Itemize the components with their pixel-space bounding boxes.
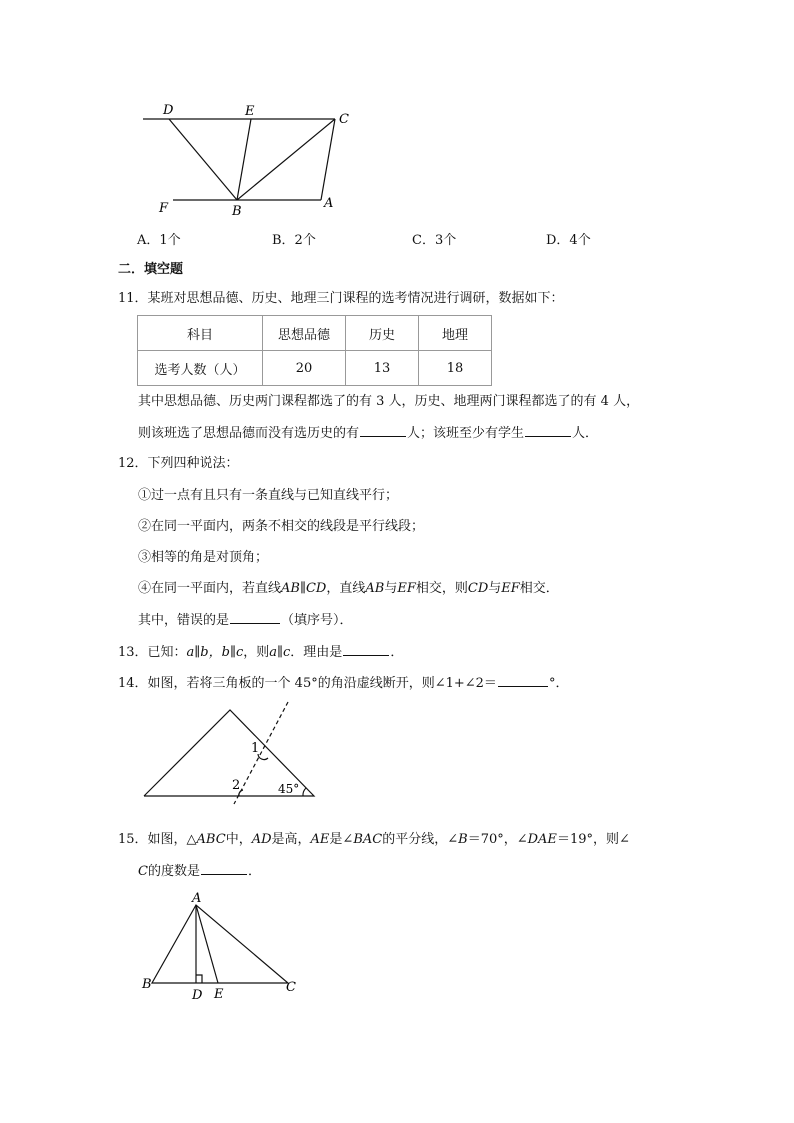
text: 其中，错误的是 — [138, 613, 230, 628]
answer-blank[interactable] — [230, 610, 280, 624]
table-row-label: 选考人数（人） — [138, 351, 263, 386]
label-B: B — [232, 204, 242, 219]
q11-line3-a: 则该班选了思想品德而没有选历史的有 — [138, 426, 360, 441]
math: BAC — [353, 832, 383, 847]
math: AD — [251, 832, 272, 847]
q11-line3 — [138, 423, 598, 444]
q11-line2: 其中思想品德、历史两门课程都选了的有 3 人，历史、地理两门课程都选了的有 4 人， — [138, 394, 640, 409]
math: EF — [501, 581, 520, 596]
q10-option-c: C．3个 — [412, 233, 457, 248]
q11-table — [137, 315, 492, 386]
label-B: B — [142, 977, 152, 992]
q13 — [118, 642, 403, 663]
q11-stem: 11．某班对思想品德、历史、地理三门课程的选考情况进行调研，数据如下： — [118, 291, 564, 306]
label-A: A — [324, 196, 334, 211]
math: a∥c — [269, 645, 291, 660]
text: 15．如图，△ — [118, 832, 197, 847]
table-row — [138, 351, 492, 386]
math: CD — [305, 581, 327, 596]
label-D: D — [163, 103, 174, 118]
math: AE — [310, 832, 330, 847]
text: ．理由是 — [290, 645, 343, 660]
q14-figure — [138, 700, 328, 805]
table-cell: 18 — [419, 351, 492, 386]
table-header-cell: 历史 — [346, 316, 419, 351]
math: AB — [365, 581, 385, 596]
table-row — [138, 316, 492, 351]
answer-blank[interactable] — [525, 423, 571, 437]
label-A: A — [192, 891, 202, 906]
label-E: E — [214, 987, 224, 1002]
text: ④在同一平面内，若直线 — [138, 581, 282, 596]
text: 与 — [384, 581, 398, 596]
q11-line3-b: 人；该班至少有学生 — [407, 426, 525, 441]
math: DAE — [527, 832, 557, 847]
q10-option-d: D．4个 — [546, 233, 591, 248]
math: EF — [397, 581, 416, 596]
label-E: E — [245, 104, 255, 119]
table-cell: 20 — [263, 351, 346, 386]
text: （填序号）． — [281, 613, 353, 628]
text: 13．已知： — [118, 645, 187, 660]
math: CD — [467, 581, 489, 596]
table-header-cell: 思想品德 — [263, 316, 346, 351]
q12-stem: 12．下列四种说法： — [118, 456, 239, 471]
answer-blank[interactable] — [343, 642, 389, 656]
q12-statement-4 — [138, 579, 559, 599]
q12-statement-2: ②在同一平面内，两条不相交的线段是平行线段； — [138, 519, 425, 534]
text: 是高， — [271, 832, 311, 847]
text: 是∠ — [329, 832, 354, 847]
text: 的度数是 — [147, 864, 200, 879]
text: 14．如图，若将三角板的一个 45°的角沿虚线断开，则∠1+∠2＝ — [118, 676, 497, 691]
math: B — [458, 832, 468, 847]
answer-blank[interactable] — [201, 861, 247, 875]
section-title: 二．填空题 — [118, 262, 184, 277]
math: a∥b，b∥c — [186, 645, 244, 660]
text: ． — [247, 864, 261, 879]
q10-option-b: B．2个 — [272, 233, 316, 248]
math: ABC — [196, 832, 226, 847]
label-F: F — [159, 201, 169, 216]
q15-figure — [138, 890, 308, 1005]
answer-blank[interactable] — [360, 423, 406, 437]
parallel-symbol: ∥ — [299, 581, 306, 596]
text: 相交，则 — [415, 581, 468, 596]
text: ，则 — [243, 645, 270, 660]
answer-blank[interactable] — [498, 673, 548, 687]
label-D: D — [192, 988, 203, 1003]
q12-tail — [138, 610, 353, 631]
math: AB — [281, 581, 300, 596]
angle-2-label: 2 — [232, 778, 241, 793]
label-C: C — [286, 980, 296, 995]
q12-statement-3: ③相等的角是对顶角； — [138, 550, 269, 565]
angle-45-label: 45° — [278, 782, 300, 796]
table-header-cell: 科目 — [138, 316, 263, 351]
text: 与 — [488, 581, 502, 596]
text: 的平分线，∠ — [382, 832, 459, 847]
math: C — [138, 864, 148, 879]
q10-option-a: A．1个 — [137, 233, 181, 248]
angle-1-label: 1 — [251, 741, 260, 756]
text: ，直线 — [326, 581, 366, 596]
q10-figure — [135, 98, 365, 220]
label-C: C — [339, 112, 349, 127]
q15-line1 — [118, 830, 630, 850]
text: ＝19°，则∠ — [556, 832, 630, 847]
table-cell: 13 — [346, 351, 419, 386]
q11-line3-c: 人． — [572, 426, 599, 441]
q12-statement-1: ①过一点有且只有一条直线与已知直线平行； — [138, 488, 399, 503]
text: °． — [548, 676, 569, 691]
text: ＝70°，∠ — [467, 832, 528, 847]
text: ． — [390, 645, 404, 660]
table-header-cell: 地理 — [419, 316, 492, 351]
text: 相交． — [519, 581, 559, 596]
q15-line2 — [138, 861, 261, 882]
q14 — [118, 673, 568, 694]
text: 中， — [225, 832, 252, 847]
